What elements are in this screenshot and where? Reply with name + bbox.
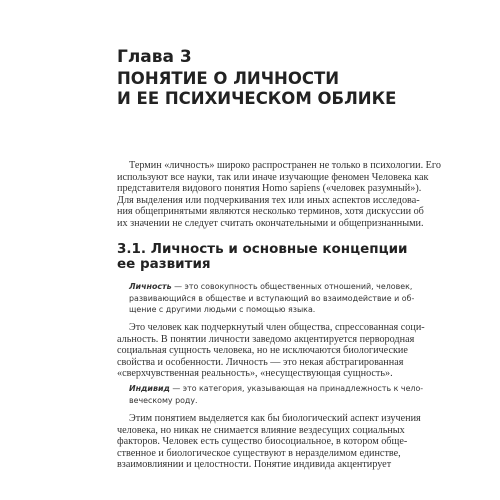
- text-line: веческому роду.: [129, 395, 198, 405]
- text-line: социальная сущность человека, но не исключаются биологические: [117, 345, 408, 357]
- chapter-label: Глава 3: [117, 47, 192, 67]
- definition-term: Индивид: [129, 384, 170, 393]
- text-line: ния общепринятыми являются несколько терминов, хотя дискуссии об: [117, 206, 424, 218]
- text-line: Этим понятием выделяется как бы биологический аспект изучения: [129, 413, 421, 424]
- intro-paragraph: [117, 160, 441, 230]
- section-title: [117, 242, 417, 272]
- definition-term: Личность: [129, 282, 172, 291]
- text-line: факторов. Человек есть существо биосоциальное, в котором обще-: [117, 436, 408, 448]
- text-line: используют все науки, так или иначе изучающие феномен Человека как: [117, 171, 429, 183]
- definition-text: — это категория, указывающая на принадлежность к чело-: [169, 384, 424, 393]
- section-title-line: ее развития: [117, 256, 211, 272]
- paragraph-individual-explanation: [117, 413, 421, 471]
- definition-first-line: [129, 383, 424, 395]
- chapter-title-line: И ЕЕ ПСИХИЧЕСКОМ ОБЛИКЕ: [117, 89, 397, 108]
- text-line: альность. В понятии личности заведомо акцентируется первородная: [117, 333, 415, 345]
- definition-personality: [129, 281, 415, 316]
- section-title-line: 3.1. Личность и основные концепции: [117, 241, 408, 257]
- text-line: Это человек как подчеркнутый член общества, спрессованная соци-: [129, 322, 425, 333]
- text-line: их значении не следует считать окончательными и общепризнанными.: [117, 217, 424, 229]
- text-line: «сверхчувственная реальность», «несуществующая сущность».: [117, 368, 393, 380]
- text-line: свойства и особенности. Личность — это некая абстрагированная: [117, 356, 404, 368]
- text-line: человека, но никак не снимается влияние вездесущих социальных: [117, 424, 405, 436]
- text-line: щение с другими людьми с помощью языка.: [129, 305, 316, 315]
- chapter-title-line: ПОНЯТИЕ О ЛИЧНОСТИ: [117, 69, 340, 88]
- definition-individual: [129, 383, 424, 406]
- definition-text: — это совокупность общественных отношений, человек,: [171, 282, 413, 291]
- paragraph-personality-explanation: [117, 322, 425, 380]
- definition-first-line: [129, 281, 413, 293]
- text-line: Для выделения или подчеркивания тех или иных аспектов исследова-: [117, 194, 420, 206]
- text-line: развивающийся в обществе и вступающий во взаимодействие и об-: [129, 293, 415, 303]
- text-line: Термин «личность» широко распространен не только в психологии. Его: [129, 160, 441, 171]
- chapter-title: [117, 69, 447, 109]
- text-line: взаимовлиянии и целостности. Понятие индивида акцентирует: [117, 459, 392, 471]
- text-line: представителя видового понятия Homo sapiens («человек разумный»).: [117, 183, 422, 195]
- text-line: ственное и биологическое существуют в неразделимом единстве,: [117, 447, 401, 459]
